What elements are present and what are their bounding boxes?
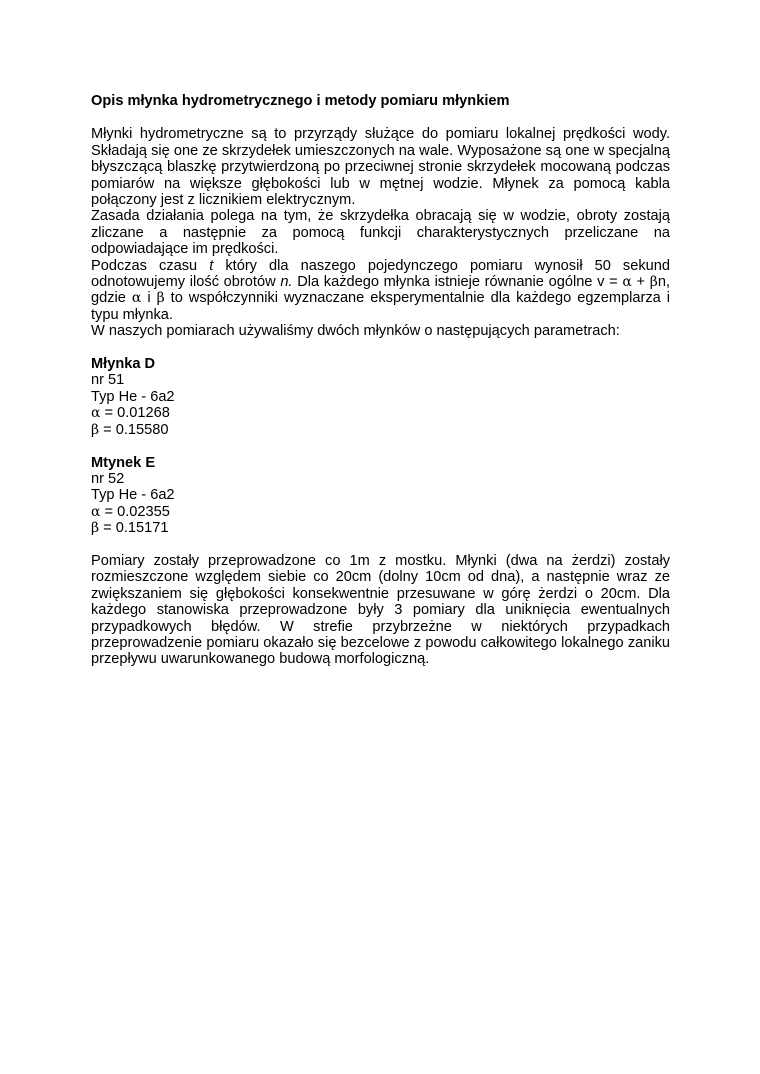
meter-alpha: [91, 405, 670, 421]
beta-value: = 0.15580: [99, 421, 169, 438]
beta-symbol: β: [649, 274, 658, 291]
intro-paragraph-1: Młynki hydrometryczne są to przyrządy służące do pomiaru lokalnej prędkości wody. Składają się one ze skrzydełek umieszczonych na wale. Wyposażone są one w specjalną błyszczącą blaszkę przytwierdzoną po przeciwnej stronie skrzydełek mocowaną podczas pomiarów na większe głębokości lub w mętnej wodzie. Młynek za pomocą kabla połączony jest z licznikiem elektrycznym.: [91, 126, 670, 209]
text-run: n, gdzie: [91, 274, 671, 307]
meter-name: Mtynek E: [91, 454, 156, 471]
meter-number: nr 52: [91, 470, 125, 487]
alpha-value: = 0.01268: [100, 405, 170, 422]
meter-name: Młynka D: [91, 356, 156, 373]
meter-alpha: [91, 504, 670, 520]
closing-paragraph: Pomiary zostały przeprowadzone co 1m z mostku. Młynki (dwa na żerdzi) zostały rozmieszczone względem siebie co 20cm (dolny 10cm od dna), a następnie wraz ze zwiększaniem się głębokości konsekwentnie przesuwane w górę żerdzi o 20cm. Dla każdego stanowiska przeprowadzone były 3 pomiary dla uniknięcia ewentualnych przypadkowych błędów. W strefie przybrzeżne w niektórych przypadkach przeprowadzenie pomiaru okazało się bezcelowe z powodu całkowitego lokalnego zaniku przepływu uwarunkowanego budową morfologiczną.: [91, 552, 670, 668]
meter-block-d: [91, 356, 670, 438]
text-run: i: [147, 290, 151, 307]
document-page: [91, 93, 670, 668]
meter-beta: [91, 520, 670, 536]
text-run: który dla naszego pojedynczego pomiaru wynosił 50 sekund odnotowujemy ilość obrotów: [91, 257, 670, 291]
text-run: to współczynniki wyznaczane eksperymentalnie dla każdego egzemplarza i typu młynka.: [91, 290, 670, 323]
beta-value: = 0.15171: [99, 520, 169, 537]
spacer: [91, 537, 670, 553]
alpha-symbol: α: [622, 274, 632, 291]
intro-paragraph-2: Zasada działania polega na tym, że skrzydełka obracają się w wodzie, obroty zostają zliczane a następnie za pomocą funkcji charakterystycznych przeliczane na odpowiadające im prędkości.: [91, 208, 670, 258]
meter-number: nr 51: [91, 372, 125, 389]
text-run: Dla każdego młynka istnieje równanie ogólne v =: [297, 274, 618, 291]
meter-type: Typ He - 6a2: [91, 388, 175, 405]
alpha-symbol: α: [131, 290, 142, 307]
document-title: Opis młynka hydrometrycznego i metody pomiaru młynkiem: [91, 93, 510, 109]
spacer: [91, 438, 670, 454]
beta-symbol: β: [156, 290, 165, 307]
meter-block-e: [91, 455, 670, 537]
text-run: Podczas czasu: [91, 257, 198, 274]
meter-beta: [91, 422, 670, 438]
alpha-value: = 0.02355: [100, 503, 170, 520]
intro-paragraph-4: W naszych pomiarach używaliśmy dwóch młynków o następujących parametrach:: [91, 323, 620, 340]
beta-symbol: β: [91, 520, 100, 537]
spacer: [91, 340, 670, 356]
variable-n: n.: [280, 274, 293, 291]
variable-t: t: [209, 257, 214, 274]
intro-paragraph-3: [91, 258, 670, 324]
alpha-symbol: α: [91, 503, 101, 520]
beta-symbol: β: [91, 421, 100, 438]
alpha-symbol: α: [91, 405, 101, 422]
text-run: +: [636, 274, 646, 291]
meter-type: Typ He - 6a2: [91, 487, 175, 504]
